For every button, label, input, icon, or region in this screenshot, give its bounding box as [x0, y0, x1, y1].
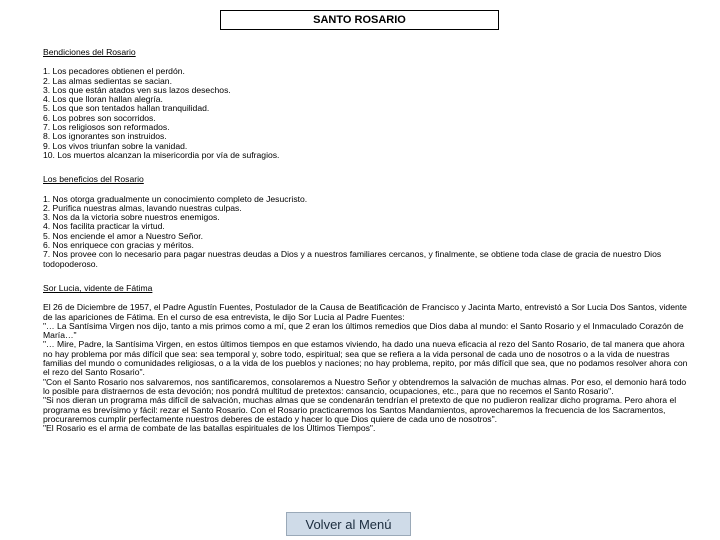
list-item: 1. Nos otorga gradualmente un conocimiento completo de Jesucristo.: [43, 193, 308, 204]
list-item: 5. Nos enciende el amor a Nuestro Señor.: [43, 230, 204, 241]
list-item: 3. Nos da la victoria sobre nuestros enemigos.: [43, 212, 220, 223]
page-title: SANTO ROSARIO: [313, 14, 406, 26]
list-item: 2. Las almas sedientas se sacian.: [43, 75, 172, 86]
list-item: 1. Los pecadores obtienen el perdón.: [43, 66, 185, 77]
paragraph: "Si nos dieran un programa más difícil de salvación, muchas almas que se condenarán tendrían el pretexto de que no pudieron realizar dicho programa. Pero ahora el programa es brevísimo y fácil: rezar el Santo Rosario. Con el Rosario practicaremos los Santos Mandamientos, aprovecharemos la frecuencia de los Sacramentos, procuraremos cumplir perfectamente nuestros deberes de estado y hacer lo que Dios quiere de cada uno de nosotros".: [43, 395, 677, 424]
list-item: 4. Los que lloran hallan alegría.: [43, 94, 163, 105]
section-heading-beneficios: Los beneficios del Rosario: [43, 174, 144, 185]
list-item: 5. Los que son tentados hallan tranquilidad.: [43, 103, 210, 114]
back-to-menu-button[interactable]: Volver al Menú: [286, 512, 411, 536]
paragraph: "… La Santísima Virgen nos dijo, tanto a mis primos como a mí, que 2 eran los últimos remedios que Dios daba al mundo: el Santo Rosario y el Inmaculado Corazón de María…": [43, 320, 684, 341]
list-item: 4. Nos facilita practicar la virtud.: [43, 221, 165, 232]
page-title-box: [220, 10, 499, 30]
list-item: 2. Purifica nuestras almas, lavando nuestras culpas.: [43, 202, 242, 213]
list-item: 7. Nos provee con lo necesario para pagar nuestras deudas a Dios y a nuestros familiares cercanos, y finalmente, se obtiene toda clase de gracia de nuestro Dios todopoderoso.: [43, 249, 662, 269]
list-item: 3. Los que están atados ven sus lazos desechos.: [43, 84, 231, 95]
list-item: 9. Los vivos triunfan sobre la vanidad.: [43, 140, 188, 151]
section-heading-sor-lucia: Sor Lucia, vidente de Fátima: [43, 282, 153, 293]
list-item: 6. Los pobres son socorridos.: [43, 112, 156, 123]
paragraph: El 26 de Diciembre de 1957, el Padre Agustín Fuentes, Postulador de la Causa de Beatificación de Francisco y Jacinta Marto, entrevistó a Sor Lucia Dos Santos, vidente de las apariciones de Fátima. En el curso de esa entrevista, le dijo Sor Lucia al Padre Fuentes:: [43, 302, 687, 322]
list-item: 8. Los ignorantes son instruidos.: [43, 131, 167, 142]
beneficios-list: [43, 195, 695, 269]
paragraph: "Con el Santo Rosario nos salvaremos, nos santificaremos, consolaremos a Nuestro Señor y obtendremos la salvación de muchas almas. Por eso, el demonio hará todo lo posible para distraernos de esta devoción; nos pondrá multitud de pretextos: cansancio, ocupaciones, etc., para que no recemos el Santo Rosario".: [43, 376, 687, 396]
main-content: [43, 48, 695, 433]
list-item: 6. Nos enriquece con gracias y méritos.: [43, 240, 194, 251]
paragraph: "… Mire, Padre, la Santísima Virgen, en estos últimos tiempos en que estamos viviendo, ha dado una nueva eficacia al rezo del Santo Rosario, de tal manera que ahora no hay problema por más difícil que sea: sea temporal y, sobre todo, espiritual; sea que se refiera a la vida personal de cada uno de nosotros o a la vida de nuestras familias del mundo o comunidades religiosas, o a la vida de los pueblos y naciones; no hay problema, repito, por más difícil que sea, que no podamos resolver ahora con el rezo del Santo Rosario".: [43, 339, 688, 378]
list-item: 10. Los muertos alcanzan la misericordia por vía de sufragios.: [43, 149, 280, 160]
paragraph: "El Rosario es el arma de combate de las batallas espirituales de los Últimos Tiempos".: [43, 423, 376, 434]
bendiciones-list: [43, 67, 695, 160]
section-heading-bendiciones: Bendiciones del Rosario: [43, 47, 136, 57]
list-item: 7. Los religiosos son reformados.: [43, 122, 170, 133]
